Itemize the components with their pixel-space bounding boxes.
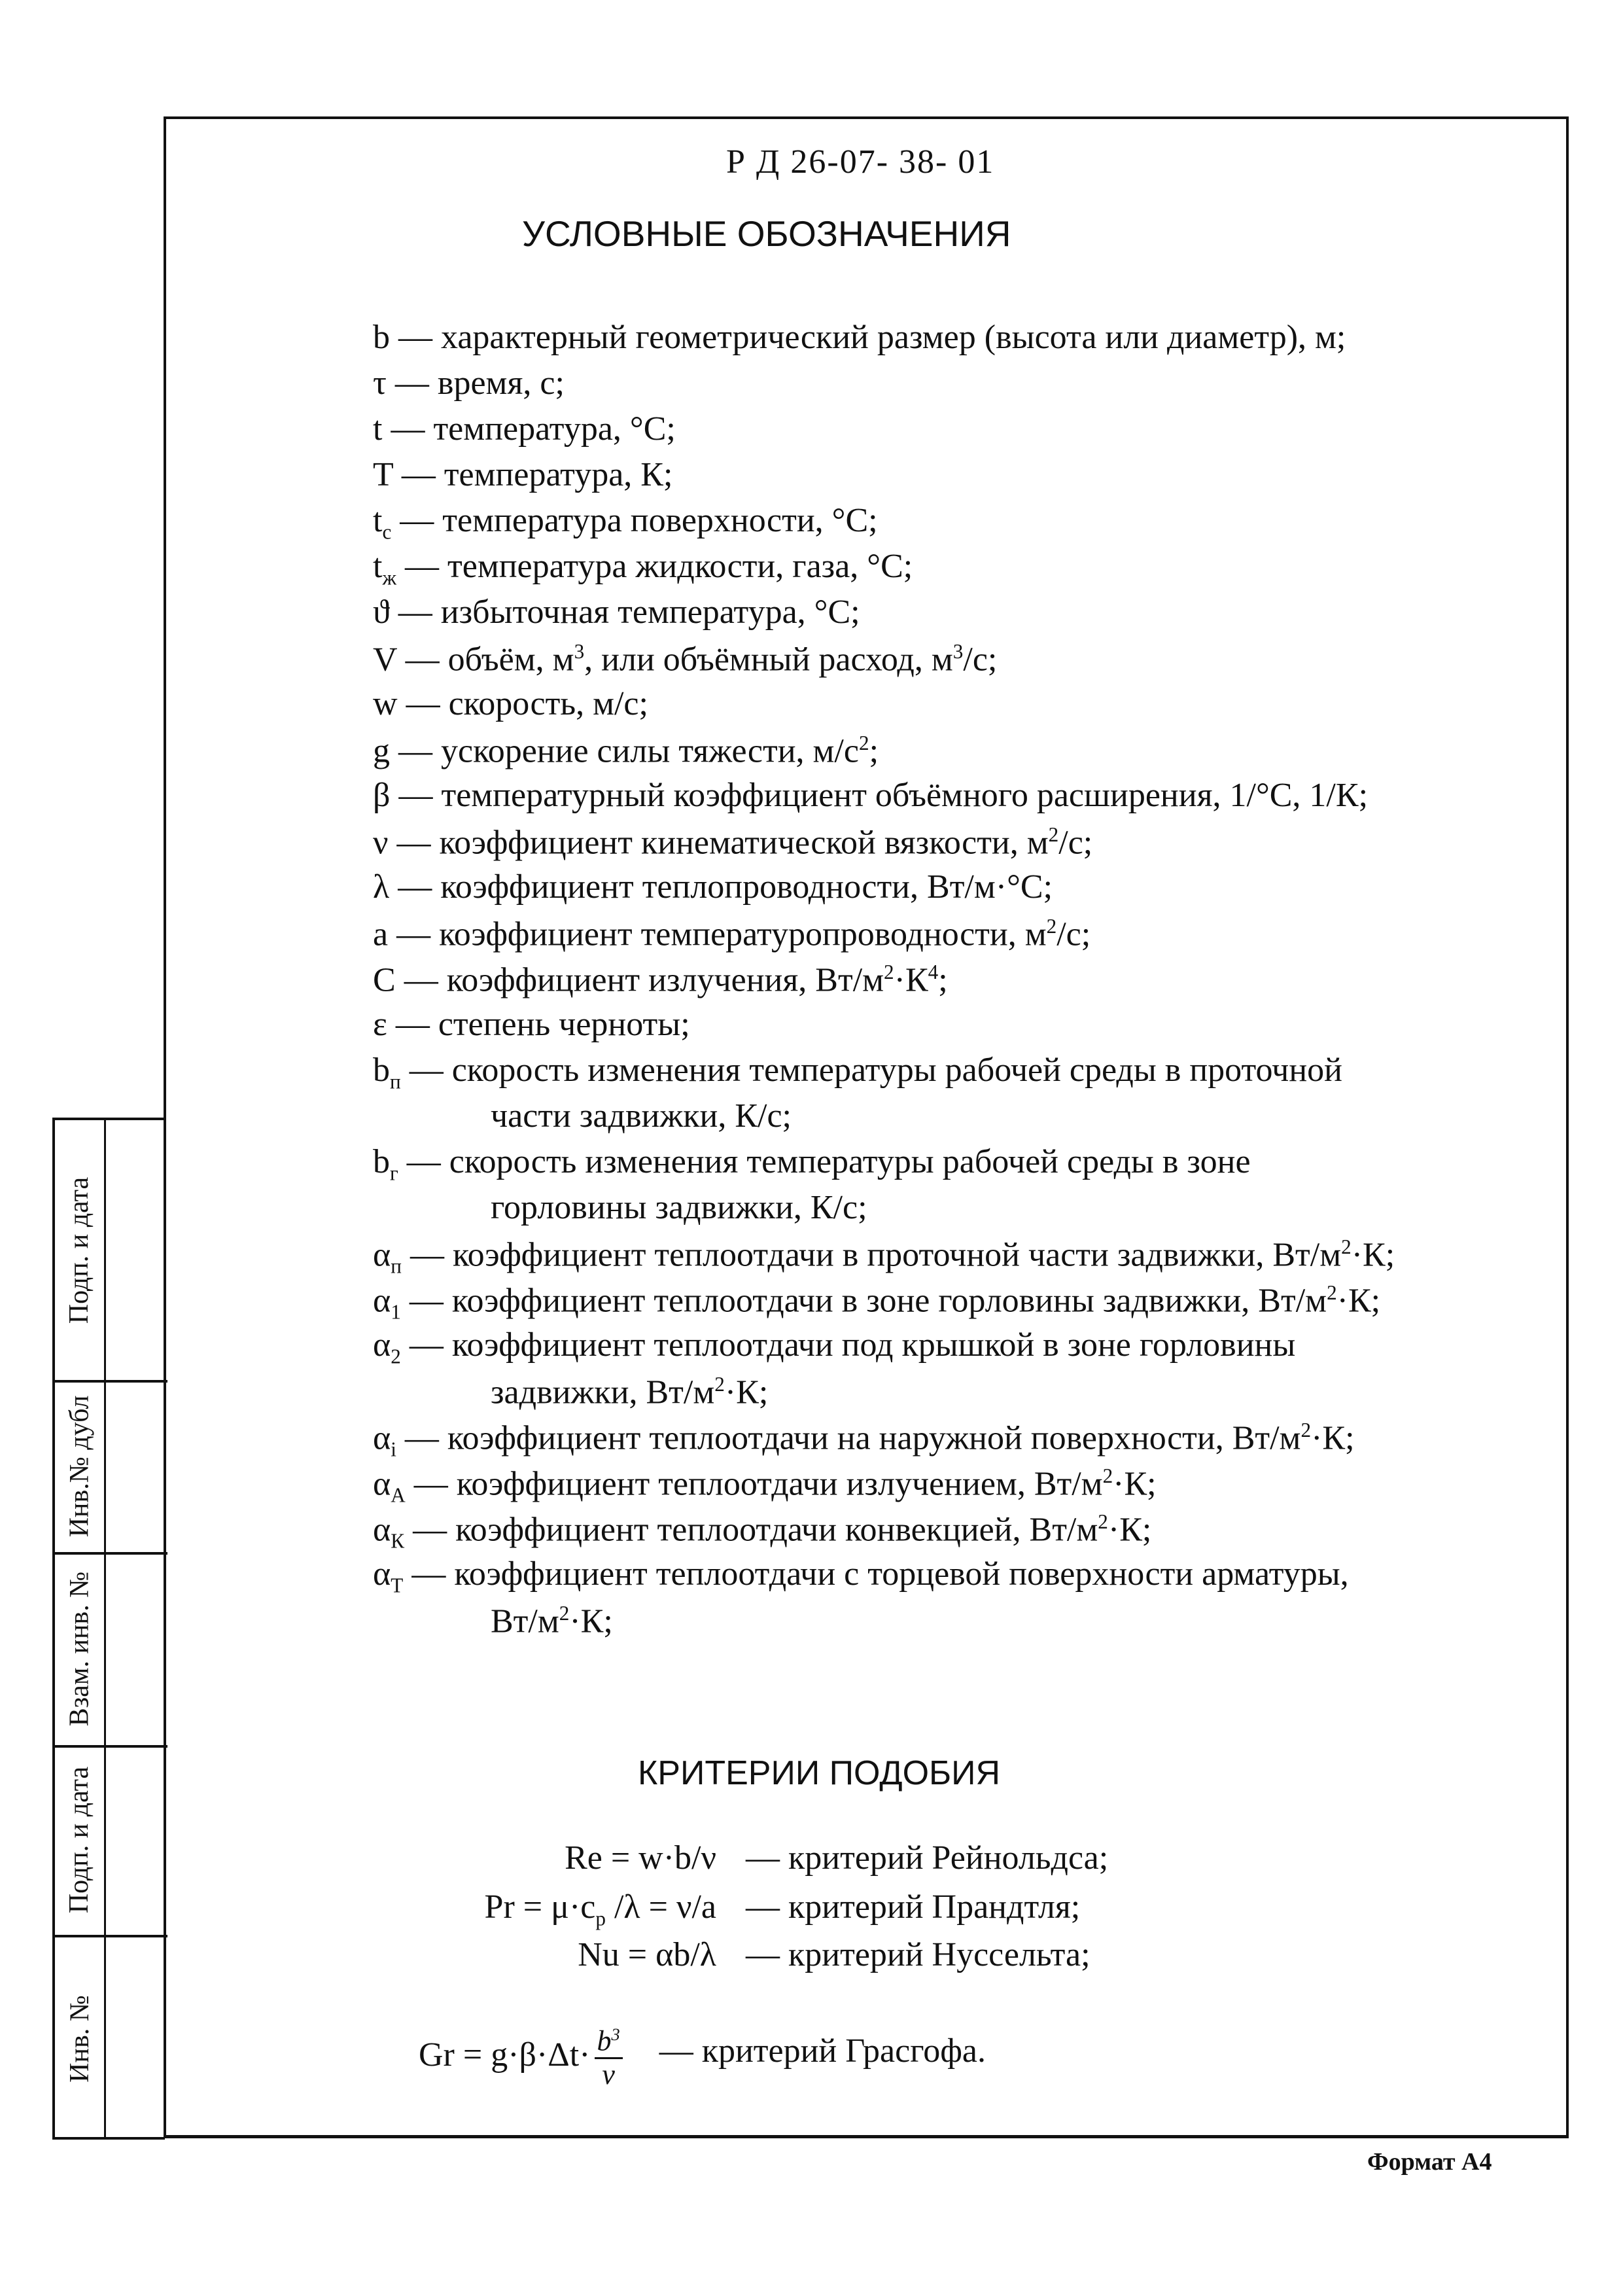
stamp-label-signature-date-1: Подп. и дата [64,1176,95,1324]
section-heading-criteria: КРИТЕРИИ ПОДОБИЯ [638,1754,1001,1792]
formula-text: Nu = αb/λ [578,1936,716,1973]
symbol-entry [373,412,676,446]
superscript: 2 [714,1373,725,1396]
symbol-description: коэффициент теплопроводности, Вт/м·°С; [440,868,1053,906]
symbol-subscript: п [390,1070,401,1093]
symbol-description: ·К; [1336,1282,1381,1320]
symbol: t [373,410,383,448]
dash: — [387,1006,438,1043]
symbol-entry [373,1557,1349,1596]
symbol-subscript: А [391,1483,406,1507]
dash: — [403,1555,455,1593]
symbol-entry [373,779,1368,813]
symbol-description: задвижки, Вт/м [491,1373,715,1411]
symbol: b [373,1143,390,1180]
superscript: 2 [884,961,894,983]
criterion-description: — критерий Грасгофа. [659,2032,986,2070]
symbol: t [373,548,383,585]
superscript: 4 [928,961,939,983]
symbol-entry [373,321,1346,355]
symbol-description: температура поверхности, °С; [442,502,878,539]
symbol-entry-continuation [491,1603,613,1638]
dash: — [389,868,441,906]
symbol-description: ; [869,732,879,770]
symbol-description: Вт/м [491,1602,559,1640]
superscript: 2 [559,1602,570,1625]
formula-text: Gr = g·β·Δt· [419,2036,591,2074]
symbol-description: ·К; [1108,1511,1152,1549]
superscript: 2 [858,732,869,754]
dash: — [386,364,438,402]
symbol-description: /с; [963,641,998,679]
symbol: α [373,1326,391,1364]
symbol-description: ·К [894,961,928,999]
dash: — [401,1236,453,1274]
symbol-description: скорость изменения температуры рабочей среды в зоне [449,1143,1251,1180]
symbol-description: коэффициент теплоотдачи в проточной части задвижки, Вт/м [452,1236,1342,1274]
symbol-description: температура, °С; [433,410,676,448]
symbol-subscript: Т [391,1574,404,1597]
formula-text: /λ = ν/a [605,1888,716,1926]
formula-fraction [595,2025,623,2091]
criterion-formula [565,1839,716,1877]
criterion-formula [578,1935,716,1974]
dash: — [389,593,441,631]
document-code: Р Д 26-07- 38- 01 [726,143,995,181]
symbol-description: /с; [1056,915,1091,953]
dash: — [395,961,447,999]
symbol-description: , или объёмный расход, м [584,641,953,679]
symbol: C [373,961,396,999]
symbol-description: ·К; [1351,1236,1395,1274]
symbol: T [373,456,393,493]
symbol-entry [373,1053,1342,1092]
superscript: 2 [1327,1281,1337,1304]
symbol-description: ·К; [1113,1465,1157,1503]
fraction-denominator: ν [602,2058,615,2091]
symbol-subscript: п [391,1254,402,1278]
symbol-description: ·К; [724,1373,769,1411]
symbol-entry [373,962,948,997]
symbol-subscript: i [391,1438,396,1461]
symbol-description: коэффициент теплоотдачи с торцевой поверхности арматуры, [454,1555,1349,1593]
superscript: 2 [1341,1235,1352,1258]
symbol-description: характерный геометрический размер (высота или диаметр), м; [441,319,1346,356]
superscript: 2 [1300,1419,1312,1441]
symbol-description: коэффициент теплоотдачи на наружной поверхности, Вт/м [447,1419,1301,1457]
formula-text: Pr = μ·c [484,1888,596,1926]
symbol-entry [373,641,997,677]
section-heading-symbols: УСЛОВНЫЕ ОБОЗНАЧЕНИЯ [522,213,1011,254]
criterion-formula [419,2025,627,2091]
dash: — [396,1419,447,1457]
symbol-description: коэффициент теплоотдачи под крышкой в зоне горловины [451,1326,1296,1364]
superscript: 2 [1046,915,1057,938]
stamp-label-replace-inv: Взам. инв. № [64,1571,95,1726]
symbol-entry [373,733,879,768]
symbol-description: коэффициент теплоотдачи в зоне горловины задвижки, Вт/м [451,1282,1327,1320]
dash: — [388,824,440,862]
symbol: α [373,1236,391,1274]
formula-text: Re = w·b/ν [565,1839,716,1877]
dash: — [388,915,440,953]
symbol: g [373,732,390,770]
superscript: 3 [574,640,585,663]
dash: — [390,319,441,356]
symbol-subscript: г [390,1161,398,1185]
symbol: α [373,1511,391,1549]
stamp-column-divider [104,1120,106,2137]
symbol-entry [373,1145,1251,1184]
fraction-numerator [595,2025,623,2059]
dash: — [397,685,449,722]
superscript: 3 [952,640,964,663]
symbol-description: /с; [1058,824,1093,862]
symbol-description: скорость, м/с; [448,685,648,722]
symbol-description: объём, м [447,641,574,679]
dash: — [400,1326,452,1364]
stamp-label-duplicate-inv: Инв.№ дубл [64,1395,95,1537]
symbol-entry [373,824,1092,860]
superscript: 2 [1048,823,1059,846]
symbol: α [373,1555,391,1593]
dash: — [382,410,434,448]
symbol: b [373,319,390,356]
criterion-description: — критерий Прандтля; [746,1888,1081,1926]
superscript: 2 [1102,1464,1113,1487]
symbol: ϑ [373,593,390,631]
symbol-entry [373,1328,1295,1367]
symbol-entry [373,1237,1395,1277]
symbol-entry [373,550,913,588]
symbol: λ [373,868,390,906]
symbol-entry [373,916,1091,951]
dash: — [391,502,443,539]
symbol: τ [373,364,387,402]
symbol: α [373,1282,391,1320]
symbol: ε [373,1006,387,1043]
dash: — [398,1143,449,1180]
symbol-entry [373,595,860,629]
superscript: 2 [1098,1510,1108,1533]
symbol-description: избыточная температура, °С; [440,593,860,631]
symbol-entry [373,366,565,400]
symbol-entry [373,1008,690,1042]
symbol-entry [373,687,648,721]
symbol-description: время, с; [437,364,565,402]
symbol-description: коэффициент теплоотдачи излучением, Вт/м [456,1465,1103,1503]
criterion-description: — критерий Рейнольдса; [746,1839,1109,1877]
dash: — [396,641,448,679]
symbol: t [373,502,383,539]
symbol-description: ускорение силы тяжести, м/с [441,732,859,770]
symbol-description: коэффициент кинематической вязкости, м [439,824,1049,862]
stamp-label-inv-number: Инв. № [64,1994,95,2083]
symbol-entry [373,1511,1151,1551]
symbol-description: температура, К; [444,456,673,493]
dash: — [405,1465,457,1503]
symbol-subscript: К [391,1529,405,1553]
dash: — [400,1282,452,1320]
symbol: α [373,1465,391,1503]
symbol-entry [373,504,878,542]
symbol: V [373,641,397,679]
stamp-column [52,1118,165,2140]
symbol-description: степень черноты; [438,1006,690,1043]
dash: — [390,777,442,814]
symbol-description: коэффициент температуропроводности, м [439,915,1047,953]
symbol-description: температура жидкости, газа, °С; [447,548,913,585]
dash: — [404,1511,456,1549]
stamp-label-signature-date-2: Подп. и дата [64,1766,95,1914]
symbol-entry [373,870,1053,904]
dash: — [400,1051,452,1089]
dash: — [393,456,444,493]
symbol-description: скорость изменения температуры рабочей среды в проточной [451,1051,1342,1089]
symbol: b [373,1051,390,1089]
dash: — [390,732,441,770]
symbol-description: температурный коэффициент объёмного расширения, 1/°С, 1/К; [441,777,1369,814]
symbol: a [373,915,389,953]
symbol-entry [373,458,672,492]
symbol-entry [373,1466,1157,1506]
format-label: Формат А4 [1367,2148,1492,2176]
symbol-subscript: 2 [391,1345,401,1368]
superscript: 3 [611,2024,620,2044]
symbol-entry-continuation [491,1374,768,1409]
symbol-description: ·К; [569,1602,613,1640]
symbol-description: части задвижки, К/с; [491,1097,792,1135]
criterion-description: — критерий Нуссельта; [746,1936,1091,1973]
symbol-description: коэффициент теплоотдачи конвекцией, Вт/м [455,1511,1098,1549]
symbol: w [373,685,398,722]
symbol-description: ; [938,961,948,999]
symbol-subscript: с [382,520,392,544]
symbol-subscript: ж [382,566,397,590]
symbol-entry [373,1282,1380,1322]
dash: — [396,548,448,585]
symbol: β [373,777,391,814]
symbol-description: коэффициент излучения, Вт/м [446,961,884,999]
formula-subscript: p [595,1907,606,1930]
symbol: α [373,1419,391,1457]
fraction-numerator-text: b [597,2024,612,2057]
symbol-description: ·К; [1311,1419,1355,1457]
symbol-entry [373,1420,1355,1460]
criterion-formula [485,1888,716,1930]
symbol-entry-continuation [491,1099,792,1133]
symbol: ν [373,824,389,862]
symbol-description: горловины задвижки, К/с; [491,1189,867,1226]
symbol-subscript: 1 [391,1300,401,1324]
symbol-entry-continuation [491,1191,867,1225]
